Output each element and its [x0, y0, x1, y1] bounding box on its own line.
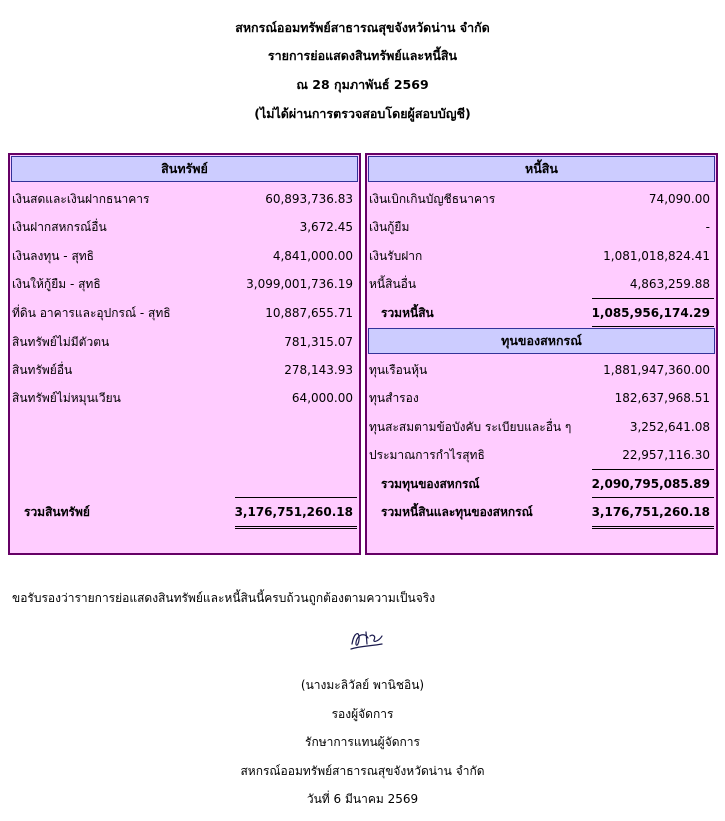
asset-value: 3,099,001,736.19 — [246, 277, 353, 291]
equity-value: 1,881,947,360.00 — [603, 363, 710, 377]
equity-label: ทุนเรือนหุ้น — [369, 363, 428, 377]
liability-label: เงินรับฝาก — [369, 249, 423, 263]
equity-row — [367, 413, 716, 441]
asset-label: ที่ดิน อาคารและอุปกรณ์ - สุทธิ — [12, 306, 171, 320]
equity-label: ประมาณการกำไรสุทธิ — [369, 448, 485, 462]
equity-total-row — [367, 470, 716, 498]
grand-total-label: รวมหนี้สินและทุนของสหกรณ์ — [381, 505, 533, 519]
equity-label: ทุนสะสมตามข้อบังคับ ระเบียบและอื่น ๆ — [369, 420, 572, 434]
asset-label: เงินฝากสหกรณ์อื่น — [12, 220, 107, 234]
asset-label: เงินให้กู้ยืม - สุทธิ — [12, 277, 101, 291]
equity-total-value: 2,090,795,085.89 — [591, 477, 710, 491]
assets-total-label: รวมสินทรัพย์ — [24, 505, 90, 519]
asset-label: สินทรัพย์ไม่มีตัวตน — [12, 335, 110, 349]
audit-note: (ไม่ได้ผ่านการตรวจสอบโดยผู้สอบบัญชี) — [254, 106, 471, 121]
asset-row — [10, 185, 359, 213]
liability-value: - — [705, 220, 710, 234]
grand-total-row — [367, 498, 716, 526]
asset-row — [10, 270, 359, 298]
signer-acting-position: รักษาการแทนผู้จัดการ — [305, 735, 420, 749]
liabilities-heading: หนี้สิน — [368, 156, 715, 182]
equity-total-label: รวมทุนของสหกรณ์ — [381, 477, 480, 491]
total-double-underline — [235, 526, 357, 529]
equity-value: 22,957,116.30 — [622, 448, 710, 462]
report-title: รายการย่อแสดงสินทรัพย์และหนี้สิน — [267, 48, 458, 63]
asset-value: 781,315.07 — [284, 335, 353, 349]
liabilities-total-value: 1,085,956,174.29 — [591, 306, 710, 320]
liability-value: 4,863,259.88 — [629, 277, 710, 291]
signer-position: รองผู้จัดการ — [331, 707, 394, 721]
equity-row — [367, 384, 716, 412]
certification-text: ขอรับรองว่ารายการย่อแสดงสินทรัพย์และหนี้สินนี้ครบถ้วนถูกต้องตามความเป็นจริง — [12, 591, 436, 605]
assets-total-value: 3,176,751,260.18 — [234, 505, 353, 519]
liability-row — [367, 213, 716, 241]
asset-value: 3,672.45 — [299, 220, 353, 234]
asset-row — [10, 299, 359, 327]
asset-row — [10, 328, 359, 356]
equity-label: ทุนสำรอง — [369, 391, 419, 405]
org-title: สหกรณ์ออมทรัพย์สาธารณสุขจังหวัดน่าน จำกัด — [235, 20, 490, 35]
asset-row — [10, 384, 359, 412]
asset-row — [10, 242, 359, 270]
liabilities-total-row — [367, 299, 716, 327]
signature-date: วันที่ 6 มีนาคม 2569 — [306, 792, 419, 806]
liability-label: หนี้สินอื่น — [369, 277, 417, 291]
signer-organization: สหกรณ์ออมทรัพย์สาธารณสุขจังหวัดน่าน จำกัด — [240, 764, 485, 778]
signature-image — [346, 624, 386, 654]
liability-row — [367, 185, 716, 213]
asset-value: 64,000.00 — [291, 391, 353, 405]
asset-label: สินทรัพย์ไม่หมุนเวียน — [12, 391, 121, 405]
grand-total-value: 3,176,751,260.18 — [591, 505, 710, 519]
liabilities-panel — [365, 153, 718, 555]
asset-row — [10, 213, 359, 241]
assets-total-row — [10, 498, 359, 526]
asset-label: เงินสดและเงินฝากธนาคาร — [12, 192, 150, 206]
asset-value: 278,143.93 — [284, 363, 353, 377]
asset-row — [10, 356, 359, 384]
liability-label: เงินเบิกเกินบัญชีธนาคาร — [369, 192, 496, 206]
equity-value: 3,252,641.08 — [629, 420, 710, 434]
equity-row — [367, 441, 716, 469]
liability-row — [367, 270, 716, 298]
liability-value: 1,081,018,824.41 — [603, 249, 710, 263]
asset-label: เงินลงทุน - สุทธิ — [12, 249, 95, 263]
liability-label: เงินกู้ยืม — [369, 220, 410, 234]
liability-row — [367, 242, 716, 270]
equity-heading: ทุนของสหกรณ์ — [368, 328, 715, 354]
equity-value: 182,637,968.51 — [614, 391, 710, 405]
asset-value: 60,893,736.83 — [265, 192, 353, 206]
asset-value: 4,841,000.00 — [272, 249, 353, 263]
equity-row — [367, 356, 716, 384]
assets-heading: สินทรัพย์ — [11, 156, 358, 182]
report-date: ณ 28 กุมภาพันธ์ 2569 — [296, 77, 429, 92]
liability-value: 74,090.00 — [648, 192, 710, 206]
asset-label: สินทรัพย์อื่น — [12, 363, 73, 377]
assets-panel — [8, 153, 361, 555]
liabilities-total-label: รวมหนี้สิน — [381, 306, 434, 320]
signer-name: (นางมะลิวัลย์ พานิชอิน) — [300, 678, 425, 692]
asset-value: 10,887,655.71 — [265, 306, 353, 320]
total-double-underline — [592, 526, 714, 529]
